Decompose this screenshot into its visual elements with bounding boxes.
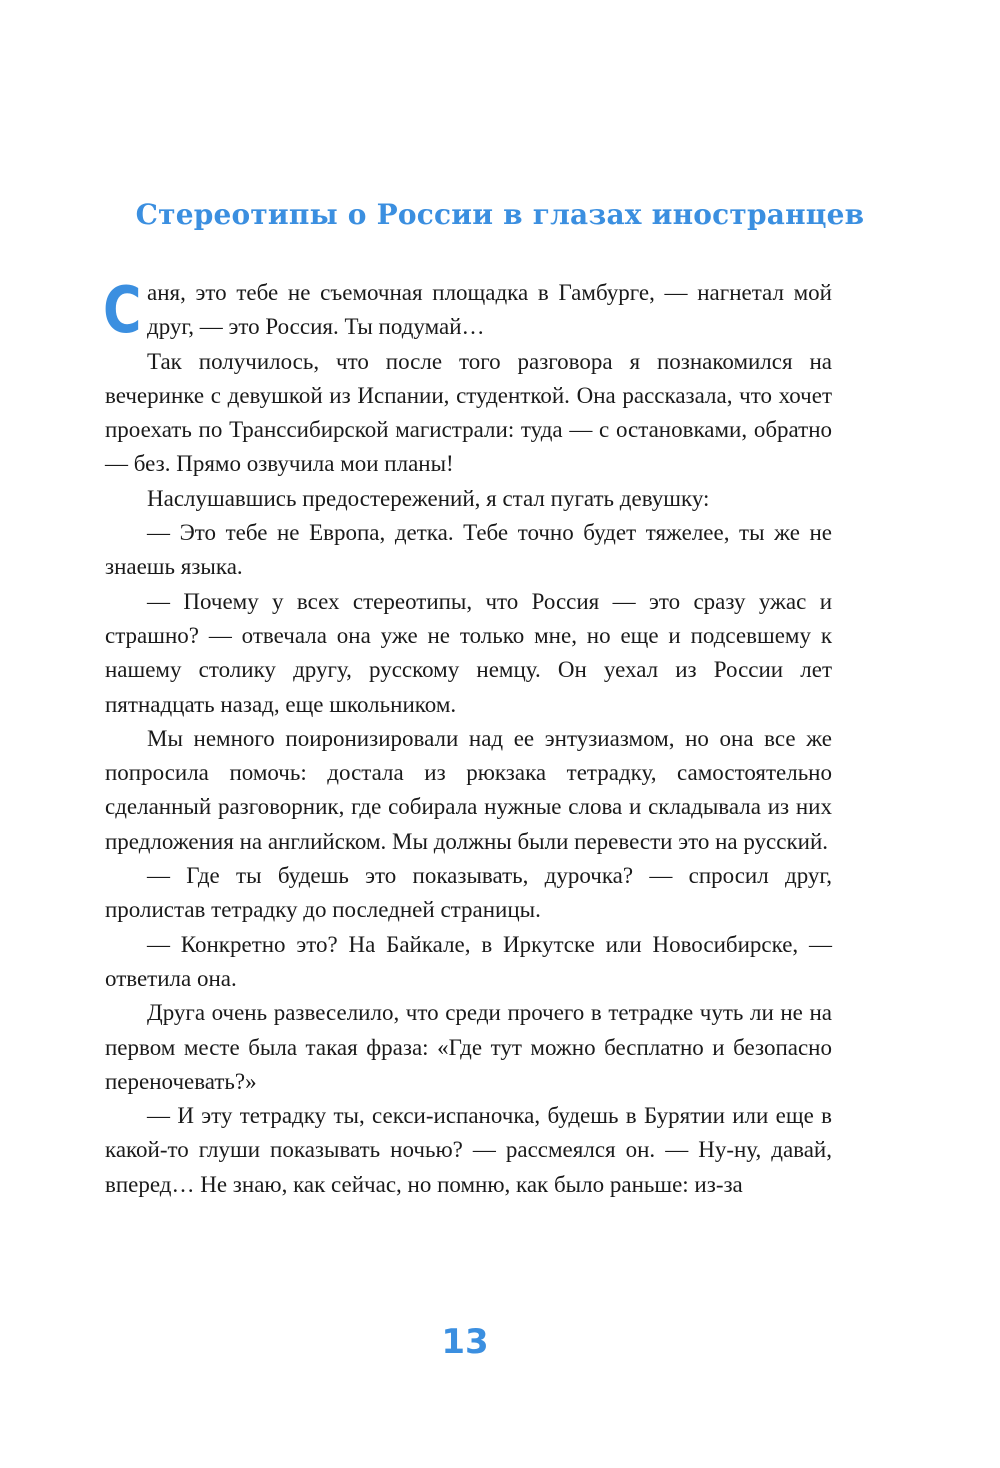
paragraph-4: — Это тебе не Европа, детка. Тебе точно будет тяжелее, ты же не знаешь языка. [105, 520, 832, 580]
chapter-title: Стереотипы о России в глазах иностранцев [135, 198, 865, 231]
page-number: 13 [441, 1322, 489, 1362]
paragraph-10: — И эту тетрадку ты, секси-испаночка, будешь в Бурятии или еще в какой-то глуши показывать ночью? — рассмеялся он. — Ну-ну, давай, вперед… Не знаю, как сейчас, но помню, как было раньше: из-за [105, 1103, 832, 1197]
paragraph-2: Так получилось, что после того разговора я познакомился на вечеринке с девушкой из Испании, студенткой. Она рассказала, что хочет проехать по Транссибирской магистрали: туда — с остановками, обратно — без. Прямо озвучила мои планы! [105, 348, 832, 477]
paragraph-6: Мы немного поиронизировали над ее энтузиазмом, но она все же попросила помочь: достала из рюкзака тетрадку, самостоятельно сделанный разговорник, где собирала нужные слова и складывала из них предложения на английском. Мы должны были перевести это на русский. [105, 725, 832, 854]
paragraph-5: — Почему у всех стереотипы, что Россия — это сразу ужас и страшно? — отвечала она уже не только мне, но еще и подсевшему к нашему столику другу, русскому немцу. Он уехал из России лет пятнадцать назад, еще школьником. [105, 588, 832, 717]
paragraph-9: Друга очень развеселило, что среди прочего в тетрадке чуть ли не на первом месте была такая фраза: «Где тут можно бесплатно и безопасно переночевать?» [105, 1000, 832, 1094]
body-text [105, 276, 832, 1202]
paragraph-1 [103, 274, 832, 348]
paragraph-7: — Где ты будешь это показывать, дурочка? — спросил друг, пролистав тетрадку до последней страницы. [105, 863, 832, 923]
paragraph-8: — Конкретно это? На Байкале, в Иркутске или Новосибирске, — ответила она. [105, 931, 832, 991]
paragraph-3: Наслушавшись предостережений, я стал пугать девушку: [147, 485, 710, 511]
paragraph-1-text: аня, это тебе не съемочная площадка в Гамбурге, — нагнетал мой друг, — это Россия. Ты подумай… [147, 280, 832, 340]
drop-cap: С [103, 274, 142, 348]
